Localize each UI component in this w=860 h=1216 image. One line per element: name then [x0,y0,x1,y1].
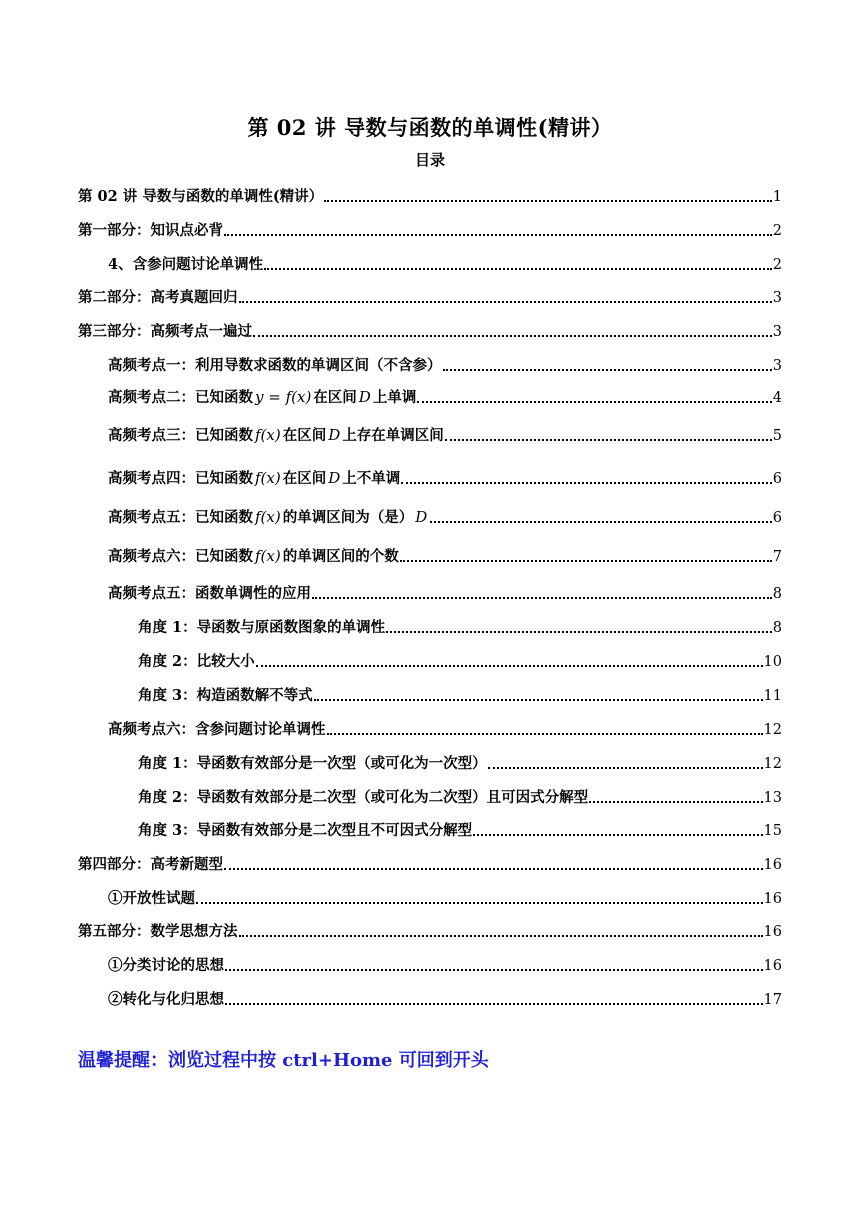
toc-dot-leader [401,482,772,484]
toc-entry-math: f(x) [255,469,281,487]
toc-entry[interactable] [108,422,782,446]
toc-page-number: 16 [763,857,782,873]
toc-dot-leader [224,868,763,870]
toc-entry-label [108,468,400,489]
toc-entry[interactable] [108,251,782,275]
toc-entry-label [78,855,223,875]
toc-entry-text: 第二部分：高考真题回归 [78,289,238,306]
toc-page-number: 16 [763,924,782,940]
toc-page-number: 3 [772,324,782,340]
toc-entry-math: f(x) [255,426,281,444]
toc-entry-text: 高频考点五：已知函数 [108,509,253,526]
toc-entry-text: ②转化与化归思想 [108,991,224,1008]
toc-entry[interactable] [78,217,782,241]
toc-entry-text: 高频考点五：函数单调性的应用 [108,585,311,602]
toc-dot-leader [417,401,771,403]
toc-entry-text: 第三部分：高频考点一遍过 [78,323,252,340]
toc-entry[interactable] [108,543,782,567]
toc-entry[interactable] [108,986,782,1010]
toc-entry-text: 高频考点一：利用导数求函数的单调区间（不含参） [108,357,442,374]
toc-entry-text: 角度 1：导函数有效部分是一次型（或可化为一次型） [138,755,487,772]
toc-entry-label [108,889,195,909]
toc-page-number: 15 [763,823,782,839]
toc-entry-text: 上不单调 [342,470,401,487]
toc-entry-text: 高频考点四：已知函数 [108,470,253,487]
toc-dot-leader [196,902,763,904]
toc-entry-math: D [358,388,371,406]
toc-entry-label [108,990,224,1010]
toc-entry-math: f(x) [255,508,281,526]
toc-dot-leader [327,733,763,735]
toc-page-number: 12 [763,756,782,772]
toc-entry-text: 角度 2：比较大小 [138,653,255,670]
toc-entry-text: 的单调区间为（是） [282,509,414,526]
toc-entry-text: 在区间 [313,389,357,406]
toc-entry[interactable] [138,614,782,638]
toc-page-number: 6 [772,471,782,487]
toc-entry-text: 第一部分：知识点必背 [78,222,223,239]
toc-entry-text: 在区间 [282,427,327,444]
toc-entry[interactable] [108,885,782,909]
toc-entry-label [138,652,255,672]
toc-page-number: 8 [772,620,782,636]
toc-dot-leader [256,665,763,667]
toc-entry-label [138,821,472,841]
toc-entry[interactable] [108,352,782,376]
toc-entry[interactable] [138,682,782,706]
toc-dot-leader [430,521,772,523]
toc-page-number: 11 [763,688,782,704]
toc-entry-text: 角度 3：导函数有效部分是二次型且不可因式分解型 [138,822,473,839]
toc-entry[interactable] [108,384,782,408]
toc-page-number: 16 [763,891,782,907]
toc-entry-label [78,187,323,207]
toc-dot-leader [386,631,772,633]
toc-entry[interactable] [78,183,782,207]
toc-page-number: 12 [763,722,782,738]
toc-entry-math: D [328,426,341,444]
toc-entry-math: D [415,508,428,526]
toc-entry-label [108,507,429,528]
toc-entry[interactable] [78,318,782,342]
toc-page-number: 4 [772,390,782,406]
toc-entry[interactable] [108,952,782,976]
toc-entry[interactable] [108,465,782,489]
toc-entry[interactable] [138,784,782,808]
toc-page-number: 16 [763,958,782,974]
toc-entry-text: 高频考点六：已知函数 [108,548,253,565]
toc-dot-leader [224,234,772,236]
toc-entry-text: 角度 1：导函数与原函数图象的单调性 [138,619,386,636]
toc-dot-leader [239,935,763,937]
toc-dot-leader [239,301,772,303]
toc-page-number: 5 [772,428,782,444]
toc-entry[interactable] [138,817,782,841]
toc-dot-leader [589,801,762,803]
toc-page-number: 17 [763,992,782,1008]
toc-entry[interactable] [78,284,782,308]
toc-entry-label [78,221,223,241]
toc-dot-leader [225,969,763,971]
toc-page-number: 13 [763,790,782,806]
toc-dot-leader [443,369,772,371]
toc-entry[interactable] [108,716,782,740]
toc-entry-text: 角度 2：导函数有效部分是二次型（或可化为二次型）且可因式分解型 [138,789,589,806]
toc-entry[interactable] [108,504,782,528]
toc-page-number: 3 [772,290,782,306]
toc-page-number: 3 [772,358,782,374]
toc-dot-leader [445,439,772,441]
toc-entry[interactable] [138,750,782,774]
toc-heading: 目录 [414,151,445,169]
reminder-note: 温馨提醒：浏览过程中按 ctrl+Home 可回到开头 [78,1050,489,1071]
toc-entry-label [108,956,224,976]
toc-entry-label [108,720,326,740]
toc-entry-math: D [328,469,341,487]
toc-entry-text: 4、含参问题讨论单调性 [108,256,264,273]
toc-dot-leader [400,560,772,562]
toc-entry-text: 角度 3：构造函数解不等式 [138,687,313,704]
toc-dot-leader [264,268,772,270]
toc-entry[interactable] [78,851,782,875]
toc-entry-label [108,387,416,408]
toc-entry-label [138,618,385,638]
toc-page-number: 10 [763,654,782,670]
toc-entry-text: 第五部分：数学思想方法 [78,923,238,940]
document-title: 第 02 讲 导数与函数的单调性(精讲） [247,115,613,140]
toc-entry-label [108,584,311,604]
toc-page-number: 8 [772,586,782,602]
toc-dot-leader [488,767,763,769]
toc-entry-label [138,686,313,706]
toc-dot-leader [253,335,772,337]
toc-entry-text: 高频考点六：含参问题讨论单调性 [108,721,326,738]
toc-page-number: 2 [772,257,782,273]
toc-entry-text: 高频考点三：已知函数 [108,427,253,444]
toc-dot-leader [225,1003,763,1005]
toc-entry-text: 在区间 [282,470,327,487]
toc-entry-text: ①开放性试题 [108,890,195,907]
toc-entry-label [108,255,263,275]
toc-entry[interactable] [78,918,782,942]
toc-entry-text: 第四部分：高考新题型 [78,856,223,873]
toc-entry-label [78,922,238,942]
toc-entry-label [108,546,399,567]
toc-entry-text: 的单调区间的个数 [282,548,399,565]
toc-entry-label [108,356,442,376]
toc-page-number: 2 [772,223,782,239]
toc-page-number: 6 [772,510,782,526]
toc-entry-label [78,322,252,342]
toc-page-number: 7 [772,549,782,565]
toc-entry-label [138,754,487,774]
toc-entry-text: 上单调 [372,389,417,406]
toc-entry-text: ①分类讨论的思想 [108,957,224,974]
toc-entry-text: 上存在单调区间 [342,427,444,444]
toc-entry-label [78,288,238,308]
toc-dot-leader [314,699,763,701]
toc-entry-label [138,788,588,808]
toc-entry[interactable] [108,580,782,604]
toc-entry-math: y = f(x) [255,388,312,406]
toc-entry-math: f(x) [255,547,281,565]
toc-dot-leader [324,200,772,202]
toc-entry-label [108,425,444,446]
toc-dot-leader [312,597,772,599]
toc-entry-text: 第 02 讲 导数与函数的单调性(精讲） [78,188,324,205]
toc-entry-text: 高频考点二：已知函数 [108,389,253,406]
toc-dot-leader [473,834,762,836]
toc-entry[interactable] [138,648,782,672]
toc-page-number: 1 [772,189,782,205]
